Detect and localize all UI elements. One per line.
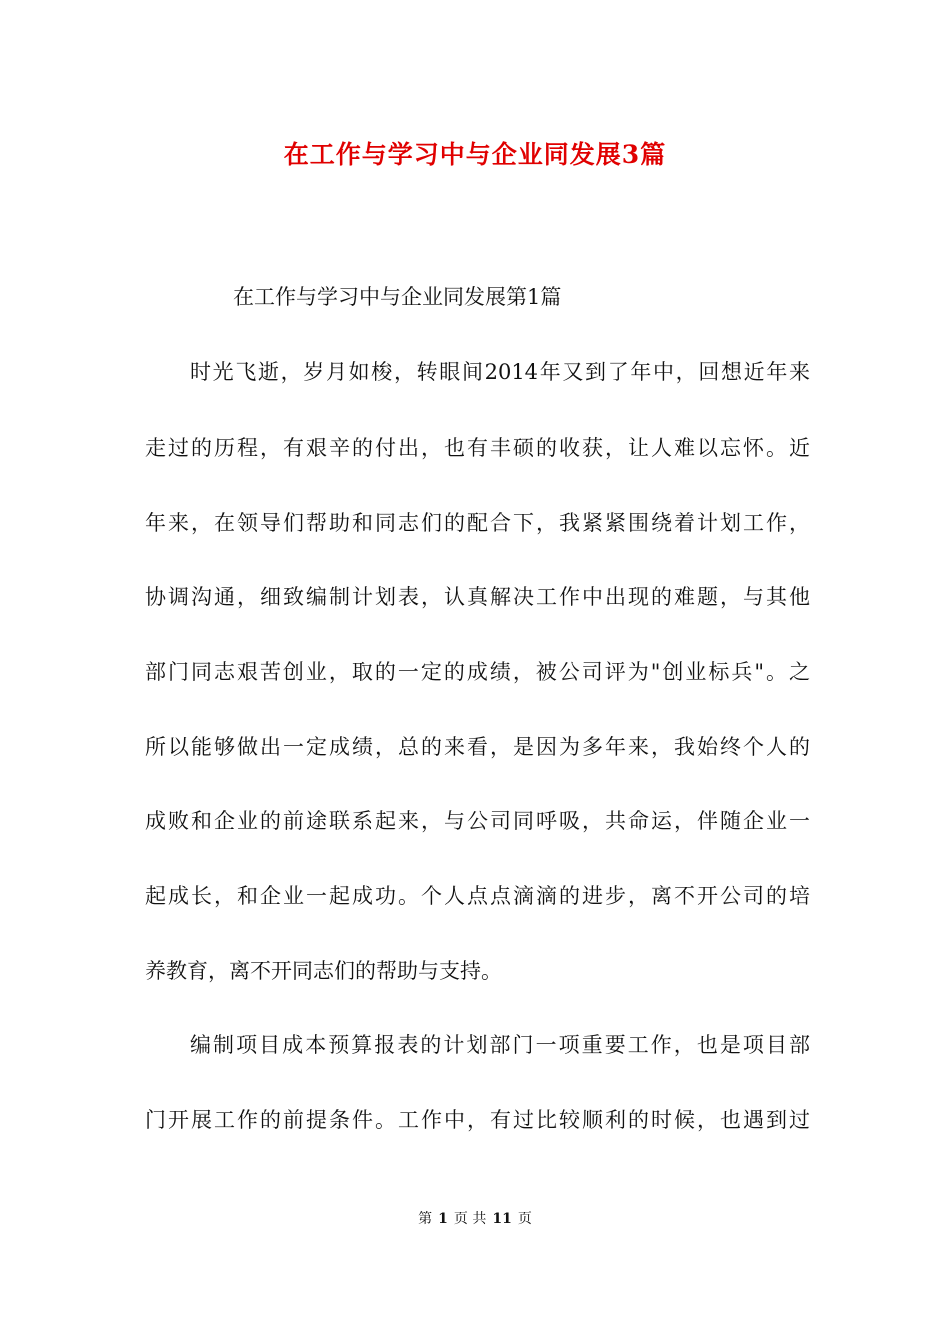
paragraph-line: 成败和企业的前途联系起来，与公司同呼吸，共命运，伴随企业一 xyxy=(145,809,810,833)
paragraph-line: 协调沟通，细致编制计划表，认真解决工作中出现的难题，与其他 xyxy=(145,585,810,609)
paragraph-line: 起成长，和企业一起成功。个人点点滴滴的进步，离不开公司的培 xyxy=(145,884,810,908)
paragraph-line: 走过的历程，有艰辛的付出，也有丰硕的收获，让人难以忘怀。近 xyxy=(145,436,810,460)
paragraph-line: 门开展工作的前提条件。工作中，有过比较顺利的时候，也遇到过 xyxy=(145,1108,810,1132)
footer-middle: 页 共 xyxy=(453,1211,487,1227)
footer-suffix: 页 xyxy=(517,1211,532,1227)
page-footer xyxy=(0,1208,950,1228)
footer-prefix: 第 xyxy=(418,1211,433,1227)
footer-page-number: 1 xyxy=(438,1211,448,1227)
section-subtitle: 在工作与学习中与企业同发展第1篇 xyxy=(233,285,562,309)
paragraph-line: 养教育，离不开同志们的帮助与支持。 xyxy=(145,959,502,983)
footer-total-pages: 11 xyxy=(492,1211,512,1227)
paragraph-line: 时光飞逝，岁月如梭，转眼间2014年又到了年中，回想近年来 xyxy=(190,360,810,384)
paragraph-line: 编制项目成本预算报表的计划部门一项重要工作，也是项目部 xyxy=(190,1033,810,1057)
document-title: 在工作与学习中与企业同发展3篇 xyxy=(283,140,667,169)
paragraph-line: 部门同志艰苦创业，取的一定的成绩，被公司评为"创业标兵"。之 xyxy=(145,660,810,684)
paragraph-line: 年来，在领导们帮助和同志们的配合下，我紧紧围绕着计划工作， xyxy=(145,511,810,535)
paragraph-line: 所以能够做出一定成绩，总的来看，是因为多年来，我始终个人的 xyxy=(145,735,810,759)
